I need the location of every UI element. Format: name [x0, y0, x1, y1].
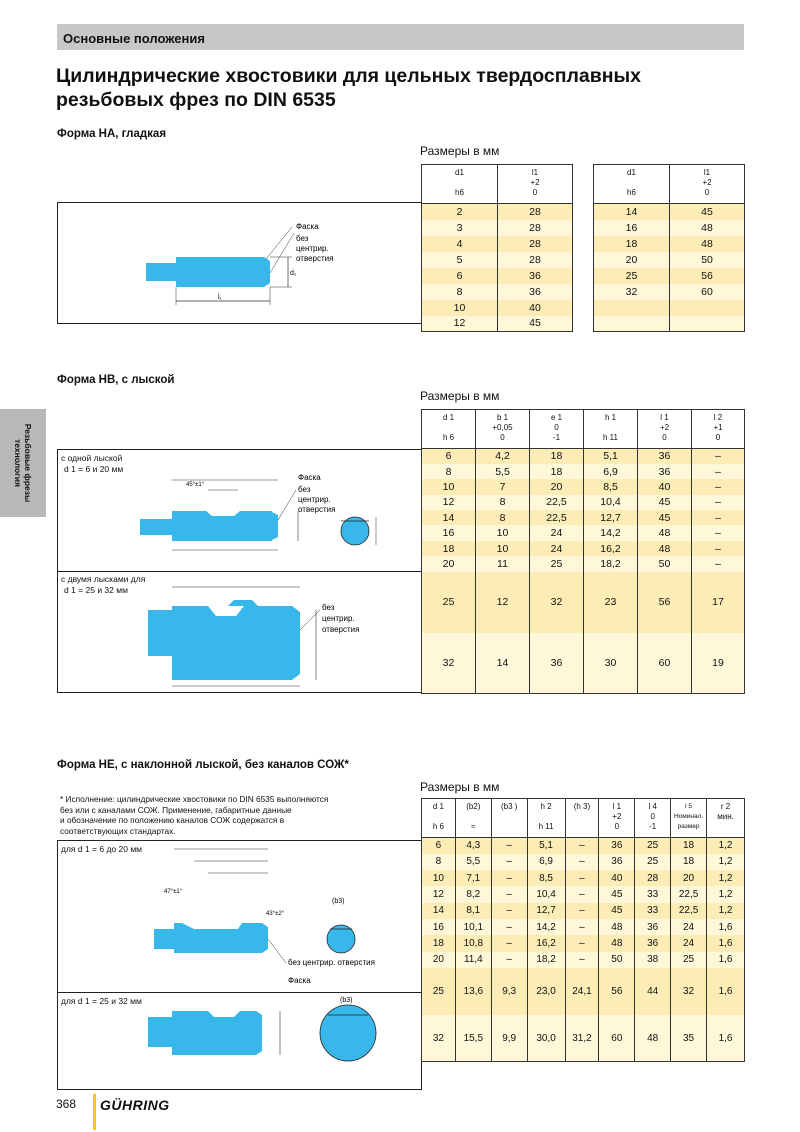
table-cell: – [692, 464, 745, 479]
he-table: d 1 h 6 (b2) ≈ (b3 ) h 2 h 11 (h 3) l 1 +2 0 l 4 0 -1 l 5 Номинал. размер r 2 мин. 6 4,3 – 5,1 – 36 25 18 1,2 8 5,5 – 6,9 – 36 25 18 1,2 10 7,1 – 8,5 – 40 28 20 1,2 12 8,2 – 10,4 – 45 33 22,5 1,2 14 8,1 – 12,7 – 45 33 22,5 1,2 16 10,1 – 14,2 – 48 36 24 1,6 18 10,8 – 16,2 – 48 36 24 1,6 20 11,4 – 18,2 – 50 38 25 1,6 25 13,6 9,3 23,0 24,1 56 44 32 1,6 32 15,5 9,9 30,0 31,2 60 48 35 1,6 [421, 798, 745, 1062]
table-cell: – [491, 886, 527, 902]
table-cell: 1,2 [707, 870, 745, 886]
table-cell: 35 [671, 1015, 707, 1062]
table-cell: 1,6 [707, 952, 745, 968]
svg-text:центрир.: центрир. [298, 495, 331, 504]
table-cell: 50 [670, 252, 745, 268]
table-cell: 5 [422, 252, 498, 268]
table-cell: 45 [599, 886, 635, 902]
table-cell: 10,4 [584, 495, 638, 510]
table-cell: 50 [599, 952, 635, 968]
table-cell: – [692, 525, 745, 540]
table-cell: 56 [638, 572, 692, 633]
svg-text:d₁: d₁ [290, 270, 297, 277]
table-cell: 18 [671, 838, 707, 854]
table-cell: 12,7 [527, 903, 565, 919]
table-cell: 28 [498, 204, 573, 220]
table-cell: 24,1 [565, 968, 599, 1015]
table-cell: 32 [422, 633, 476, 694]
table-cell: 28 [498, 220, 573, 236]
table-cell: 32 [594, 284, 670, 300]
table-cell: 6,9 [527, 854, 565, 870]
table-cell: 1,2 [707, 854, 745, 870]
table-cell: 36 [638, 464, 692, 479]
table-cell: 18,2 [527, 952, 565, 968]
table-cell: 14 [422, 903, 456, 919]
table-cell: 12 [422, 316, 498, 332]
hb-dims-label: Размеры в мм [420, 389, 500, 403]
table-cell: 40 [638, 479, 692, 494]
table-cell: 8,2 [455, 886, 491, 902]
table-cell: 11,4 [455, 952, 491, 968]
table-cell [670, 316, 745, 332]
table-cell: 50 [638, 556, 692, 571]
table-cell: 28 [498, 236, 573, 252]
table-cell: 11 [476, 556, 530, 571]
svg-text:47°±1°: 47°±1° [164, 889, 183, 895]
table-cell: 20 [422, 952, 456, 968]
he-drawing: для d 1 = 6 до 20 мм для d 1 = 25 и 32 мм 47°±1° 43°±2° без центрир. отверстия Фаска (b3) (b3) [57, 840, 422, 1090]
table-cell: 16,2 [584, 541, 638, 556]
ha-table-left: d1 h6 l1 +2 0 2 28 3 28 4 28 5 28 6 36 8 36 10 40 12 45 [421, 164, 573, 332]
table-cell: 23 [584, 572, 638, 633]
svg-text:без: без [322, 603, 335, 612]
table-cell: 48 [599, 919, 635, 935]
table-cell: 16 [422, 525, 476, 540]
table-cell: 1,2 [707, 838, 745, 854]
table-cell: 10 [476, 525, 530, 540]
table-cell: 10,4 [527, 886, 565, 902]
svg-text:без: без [298, 485, 311, 494]
table-cell: 36 [530, 633, 584, 694]
table-cell: 48 [670, 236, 745, 252]
table-cell: 48 [635, 1015, 671, 1062]
table-cell: 16 [422, 919, 456, 935]
table-cell: 14 [422, 510, 476, 525]
table-cell: 38 [635, 952, 671, 968]
table-cell: 40 [498, 300, 573, 316]
table-cell: 12 [422, 886, 456, 902]
table-cell: 4,3 [455, 838, 491, 854]
table-cell: 20 [530, 479, 584, 494]
svg-text:без: без [296, 234, 309, 243]
table-cell: 1,6 [707, 1015, 745, 1062]
svg-text:45°±1°: 45°±1° [186, 482, 205, 488]
table-cell: 1,2 [707, 903, 745, 919]
svg-text:отверстия: отверстия [296, 254, 334, 263]
svg-text:Фаска: Фаска [298, 473, 321, 482]
table-cell: 1,6 [707, 968, 745, 1015]
table-cell: 36 [635, 919, 671, 935]
brand-logo: GÜHRING [100, 1097, 170, 1113]
table-cell: 14,2 [584, 525, 638, 540]
svg-text:l₁: l₁ [218, 294, 222, 301]
table-cell: 45 [638, 495, 692, 510]
table-cell: 36 [638, 449, 692, 464]
table-cell: 7,1 [455, 870, 491, 886]
table-cell: 23,0 [527, 968, 565, 1015]
table-cell: 10,8 [455, 935, 491, 951]
table-cell: 19 [692, 633, 745, 694]
table-cell: 56 [670, 268, 745, 284]
table-cell: 48 [599, 935, 635, 951]
table-cell: – [491, 903, 527, 919]
table-cell: 16 [594, 220, 670, 236]
he-dims-label: Размеры в мм [420, 780, 500, 794]
table-cell: 18 [422, 935, 456, 951]
table-cell: – [692, 449, 745, 464]
table-cell: 45 [670, 204, 745, 220]
table-cell: – [565, 854, 599, 870]
table-cell: 4,2 [476, 449, 530, 464]
table-cell: 18 [530, 449, 584, 464]
table-cell: 36 [599, 838, 635, 854]
table-cell: 10 [422, 479, 476, 494]
table-cell: – [565, 903, 599, 919]
table-cell: – [565, 919, 599, 935]
table-cell: 36 [635, 935, 671, 951]
table-cell: 10 [422, 300, 498, 316]
table-cell: 30,0 [527, 1015, 565, 1062]
table-cell: 12,7 [584, 510, 638, 525]
brand-bar [93, 1094, 96, 1130]
table-cell: 24 [530, 541, 584, 556]
table-cell: 25 [671, 952, 707, 968]
svg-text:отверстия: отверстия [298, 505, 336, 514]
table-cell: 8 [422, 854, 456, 870]
table-cell: 8 [476, 495, 530, 510]
table-cell: 45 [498, 316, 573, 332]
table-cell: 60 [670, 284, 745, 300]
table-cell: 6 [422, 838, 456, 854]
table-cell: 14 [594, 204, 670, 220]
ha-title: Форма НА, гладкая [57, 128, 167, 140]
table-cell: 6,9 [584, 464, 638, 479]
table-cell: 36 [498, 268, 573, 284]
table-cell: 18 [594, 236, 670, 252]
table-cell: 2 [422, 204, 498, 220]
table-cell: 36 [599, 854, 635, 870]
hb-table: d 1 h 6 b 1 +0,05 0 e 1 0 -1 h 1 h 11 l 1 +2 0 l 2 +1 0 6 4,2 18 5,1 36 – 8 5,5 18 6,9 36 – 10 7 20 8,5 40 – 12 8 22,5 10,4 45 – 14 8 22,5 12,7 45 – 16 10 24 14,2 48 – 18 10 24 16,2 48 – 20 11 25 18,2 50 – 25 12 32 23 56 17 32 14 36 30 60 19 [421, 409, 745, 694]
table-cell: – [491, 919, 527, 935]
table-cell: 28 [635, 870, 671, 886]
table-cell: 24 [530, 525, 584, 540]
svg-text:43°±2°: 43°±2° [266, 911, 285, 917]
table-cell: 5,5 [455, 854, 491, 870]
table-cell: 8,5 [584, 479, 638, 494]
table-cell: 9,9 [491, 1015, 527, 1062]
table-cell: 12 [476, 572, 530, 633]
table-cell: 31,2 [565, 1015, 599, 1062]
table-cell: 48 [670, 220, 745, 236]
table-cell: – [491, 952, 527, 968]
table-cell: 56 [599, 968, 635, 1015]
table-cell: 5,1 [527, 838, 565, 854]
table-cell: 12 [422, 495, 476, 510]
table-cell: 22,5 [530, 510, 584, 525]
hb-drawing: с одной лыской d 1 = 6 и 20 мм с двумя лысками для d 1 = 25 и 32 мм 45°±1° Фаска без центрир. отверстия без центрир. отверстия [57, 449, 422, 693]
table-cell: 10 [476, 541, 530, 556]
svg-text:(b3): (b3) [332, 898, 345, 905]
ha-drawing [57, 202, 422, 324]
table-cell: 10,1 [455, 919, 491, 935]
table-cell: 20 [594, 252, 670, 268]
table-cell: 20 [671, 870, 707, 886]
ha-dims-label: Размеры в мм [420, 144, 500, 158]
table-cell: – [565, 886, 599, 902]
svg-text:(b3): (b3) [340, 997, 353, 1004]
svg-text:центрир.: центрир. [296, 244, 329, 253]
table-cell: 8,5 [527, 870, 565, 886]
table-cell: – [565, 838, 599, 854]
table-cell: 25 [422, 968, 456, 1015]
page-title: Цилиндрические хвостовики для цельных твердосплавных резьбовых фрез по DIN 6535 [56, 65, 642, 111]
table-cell: – [491, 935, 527, 951]
table-cell: 33 [635, 903, 671, 919]
table-cell: 32 [671, 968, 707, 1015]
table-cell: 14,2 [527, 919, 565, 935]
table-cell [594, 316, 670, 332]
table-cell: 32 [422, 1015, 456, 1062]
table-cell: 24 [671, 919, 707, 935]
he-footnote: * Исполнение: цилиндрические хвостовики по DIN 6535 выполняются без или с каналами СОЖ. Применение, габаритные данные и обозначение по положению каналов СОЖ содержатся в соответствующих стандартах. [60, 794, 329, 836]
ha-table-right: d1 h6 l1 +2 0 14 45 16 48 18 48 20 50 25 56 32 60 [593, 164, 745, 332]
table-cell: 32 [530, 572, 584, 633]
table-cell: 5,1 [584, 449, 638, 464]
table-cell: 22,5 [530, 495, 584, 510]
svg-text:Фаска: Фаска [288, 976, 311, 985]
table-cell: 30 [584, 633, 638, 694]
table-cell: 48 [638, 541, 692, 556]
svg-text:без центрир. отверстия: без центрир. отверстия [288, 958, 375, 967]
table-cell: 6 [422, 268, 498, 284]
table-cell: 36 [498, 284, 573, 300]
table-cell: 22,5 [671, 903, 707, 919]
table-cell: – [692, 556, 745, 571]
table-cell: 16,2 [527, 935, 565, 951]
table-cell: 1,6 [707, 935, 745, 951]
table-cell: 60 [638, 633, 692, 694]
table-cell: 17 [692, 572, 745, 633]
table-cell: 4 [422, 236, 498, 252]
table-cell: 25 [594, 268, 670, 284]
table-cell: 8 [422, 284, 498, 300]
table-cell: – [491, 870, 527, 886]
svg-text:Фаска: Фаска [296, 222, 319, 231]
table-cell: 1,2 [707, 886, 745, 902]
he-title: Форма НЕ, с наклонной лыской, без каналов СОЖ* [57, 759, 349, 771]
table-cell: 45 [638, 510, 692, 525]
table-cell: 40 [599, 870, 635, 886]
table-cell: 25 [635, 838, 671, 854]
page-number: 368 [56, 1097, 77, 1111]
hb-title: Форма НВ, с лыской [57, 374, 175, 386]
table-cell: 20 [422, 556, 476, 571]
table-cell [670, 300, 745, 316]
table-cell: – [692, 479, 745, 494]
table-cell: 44 [635, 968, 671, 1015]
table-cell: 60 [599, 1015, 635, 1062]
table-cell: 1,6 [707, 919, 745, 935]
table-cell: 22,5 [671, 886, 707, 902]
table-cell: – [491, 838, 527, 854]
table-cell: – [692, 495, 745, 510]
table-cell: 33 [635, 886, 671, 902]
table-cell: 9,3 [491, 968, 527, 1015]
table-cell: 5,5 [476, 464, 530, 479]
table-cell [594, 300, 670, 316]
table-cell: 18 [530, 464, 584, 479]
table-cell: 18,2 [584, 556, 638, 571]
table-cell: 10 [422, 870, 456, 886]
table-cell: 8 [422, 464, 476, 479]
table-cell: – [692, 510, 745, 525]
table-cell: – [565, 952, 599, 968]
table-cell: 8 [476, 510, 530, 525]
section-header: Основные положения [57, 24, 744, 50]
table-cell: 7 [476, 479, 530, 494]
table-cell: 24 [671, 935, 707, 951]
table-cell: 14 [476, 633, 530, 694]
table-cell: – [565, 935, 599, 951]
table-cell: 48 [638, 525, 692, 540]
table-cell: – [491, 854, 527, 870]
svg-text:отверстия: отверстия [322, 625, 360, 634]
table-cell: 25 [635, 854, 671, 870]
table-cell: 3 [422, 220, 498, 236]
table-cell: – [565, 870, 599, 886]
table-cell: 25 [530, 556, 584, 571]
table-cell: 18 [671, 854, 707, 870]
svg-text:центрир.: центрир. [322, 614, 355, 623]
table-cell: 13,6 [455, 968, 491, 1015]
side-tab: Резьбовые фрезы технология [0, 409, 46, 517]
table-cell: 8,1 [455, 903, 491, 919]
table-cell: 25 [422, 572, 476, 633]
table-cell: 6 [422, 449, 476, 464]
table-cell: 15,5 [455, 1015, 491, 1062]
table-cell: 18 [422, 541, 476, 556]
table-cell: 28 [498, 252, 573, 268]
table-cell: 45 [599, 903, 635, 919]
table-cell: – [692, 541, 745, 556]
